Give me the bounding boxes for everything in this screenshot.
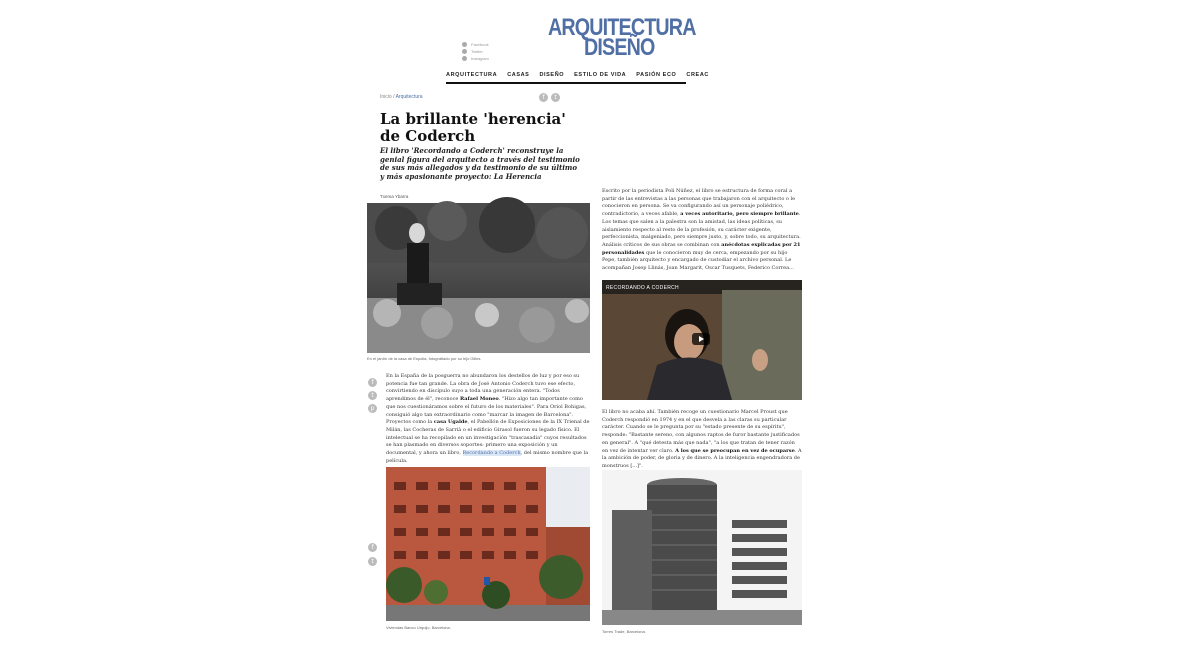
background-ghost — [0, 120, 360, 320]
nav-underline — [446, 82, 686, 84]
facebook-share-icon[interactable]: f — [368, 378, 377, 387]
pinterest-share-icon[interactable]: p — [368, 404, 377, 413]
social-instagram[interactable]: Instagram — [462, 55, 489, 62]
photo-caption: Viviendas Banco Urquijo, Barcelona. — [386, 625, 451, 630]
twitter-share-icon[interactable]: t — [368, 391, 377, 400]
main-nav — [446, 72, 709, 81]
nav-creac[interactable]: CREAC — [686, 72, 709, 78]
book-link[interactable]: Recordando a Coderch — [462, 450, 521, 457]
article-author[interactable]: Txema Ybarra — [380, 194, 409, 199]
breadcrumb: Inicio / Arquitectura — [380, 94, 423, 100]
article-title: La brillante 'herencia' de Coderch — [380, 110, 566, 145]
play-button[interactable] — [692, 333, 710, 345]
nav-arquitectura[interactable]: ARQUITECTURA — [446, 72, 498, 78]
breadcrumb-current[interactable]: Arquitectura — [395, 94, 423, 100]
instagram-icon — [462, 56, 467, 61]
nav-estilo-de-vida[interactable]: ESTILO DE VIDA — [574, 72, 627, 78]
building-photo-image — [386, 467, 590, 621]
twitter-share-icon[interactable]: t — [368, 557, 377, 566]
nav-pasion-eco[interactable]: PASIÓN ECO — [636, 72, 677, 78]
twitter-icon — [462, 49, 467, 54]
article-paragraph-2: Escrito por la periodista Poli Núñez, el libro se estructura de forma coral a partir de las entrevistas a las personas que trabajaron con el arquitecto o le conocieron en persona. Se va configurando así un personaje poliédrico, contradictorio, a veces afable, a veces autoritario, pero siempre brillante. Los temas que salen a la palestra son la amistad, las ideas políticas, su aislamiento respecto al resto de la profesión, su carácter exigente, perfeccionista, malgeniado, pero siempre justo, y, sobre todo, su arquitectura. Análisis críticos de sus obras se combinan con anécdotas explicadas por 21 personalidades que le conocieron muy de cerca, empezando por su hijo Pepe, también arquitecto y encargado de custodiar el archivo personal. Le acompañan Josep Llinás, Joan Margarit, Oscar Tusquets, Federico Correa... — [602, 188, 801, 272]
breadcrumb-home[interactable]: Inicio — [380, 94, 392, 100]
coderch-garden-photo — [367, 203, 590, 353]
social-links — [462, 41, 489, 62]
photo-caption: Torres Trade, Barcelona. — [602, 629, 646, 634]
video-title[interactable]: RECORDANDO A CODERCH — [606, 285, 679, 291]
social-facebook[interactable]: Facebook — [462, 41, 489, 48]
facebook-share-icon[interactable]: f — [539, 93, 548, 102]
nav-diseno[interactable]: DISEÑO — [539, 72, 565, 78]
garden-photo-image — [367, 203, 590, 353]
photo-caption: En el jardín de la casa de Espolla, fotografiado por su hijo Gilles. — [367, 356, 482, 361]
logo-line2: DISEÑO — [584, 34, 655, 61]
article-paragraph-3: El libro no acaba ahí. También recoge un cuestionario Marcel Proust que Coderch respondió en 1974 y en el que desvela a las claras su particular carácter. Cuando se le pregunta por su "estado presente de su espíritu", responde: "Bastante sereno, con algunos raptos de furor bastante justificados en general". A "qué detesta más que nada", "a los que tratan de tener razón en vez de intentar ver claro. A los que se preocupan en vez de ocuparse. A la ambición de poder, de gloria y de dinero. A la inteligencia engendradora de monstruos [...]". — [602, 409, 802, 469]
site-logo[interactable] — [548, 14, 728, 61]
logo-line1: ARQUITECTURA — [548, 14, 696, 41]
towers-photo-image — [602, 470, 802, 625]
facebook-icon — [462, 42, 467, 47]
nav-casas[interactable]: CASAS — [507, 72, 530, 78]
article-paragraph-1: En la España de la posguerra no abundaron los destellos de luz y por eso su potencia fue tan grande. La obra de José Antonio Coderch tuvo ese efecto, convirtiendo en discípulo suyo a toda una generación entera. "Todos aprendimos de él", reconoce Rafael Moneo. "Hizo algo tan importante como que nos cuestionáramos sobre el futuro de los materiales". Para Oriol Bohigas, consiguió algo tan extraordinario como "marcar la imagen de Barcelona". Proyectos como la casa Ugalde, el Pabellón de Exposiciones de la IX Trienal de Milán, las Cocheras de Sarrià o el edificio Girasol fueron su legado físico. El intelectual se ha recopilado en un investigación "trascasadia" cuyos resultados se han plasmado en diversos soportes: primero una exposición y un documental, y ahora un libro, Recordando a Coderch, del mismo nombre que la película. — [386, 373, 590, 464]
social-twitter[interactable]: Twitter — [462, 48, 489, 55]
building-photo — [386, 467, 590, 621]
towers-photo — [602, 470, 802, 625]
background-ghost — [800, 60, 1200, 260]
facebook-share-icon[interactable]: f — [368, 543, 377, 552]
article-subtitle: El libro 'Recordando a Coderch' reconstruye la genial figura del arquitecto a través del testimonio de sus más allegados y da testimonio de su último y más apasionante proyecto: La Herencia — [380, 146, 580, 181]
twitter-share-icon[interactable]: t — [551, 93, 560, 102]
